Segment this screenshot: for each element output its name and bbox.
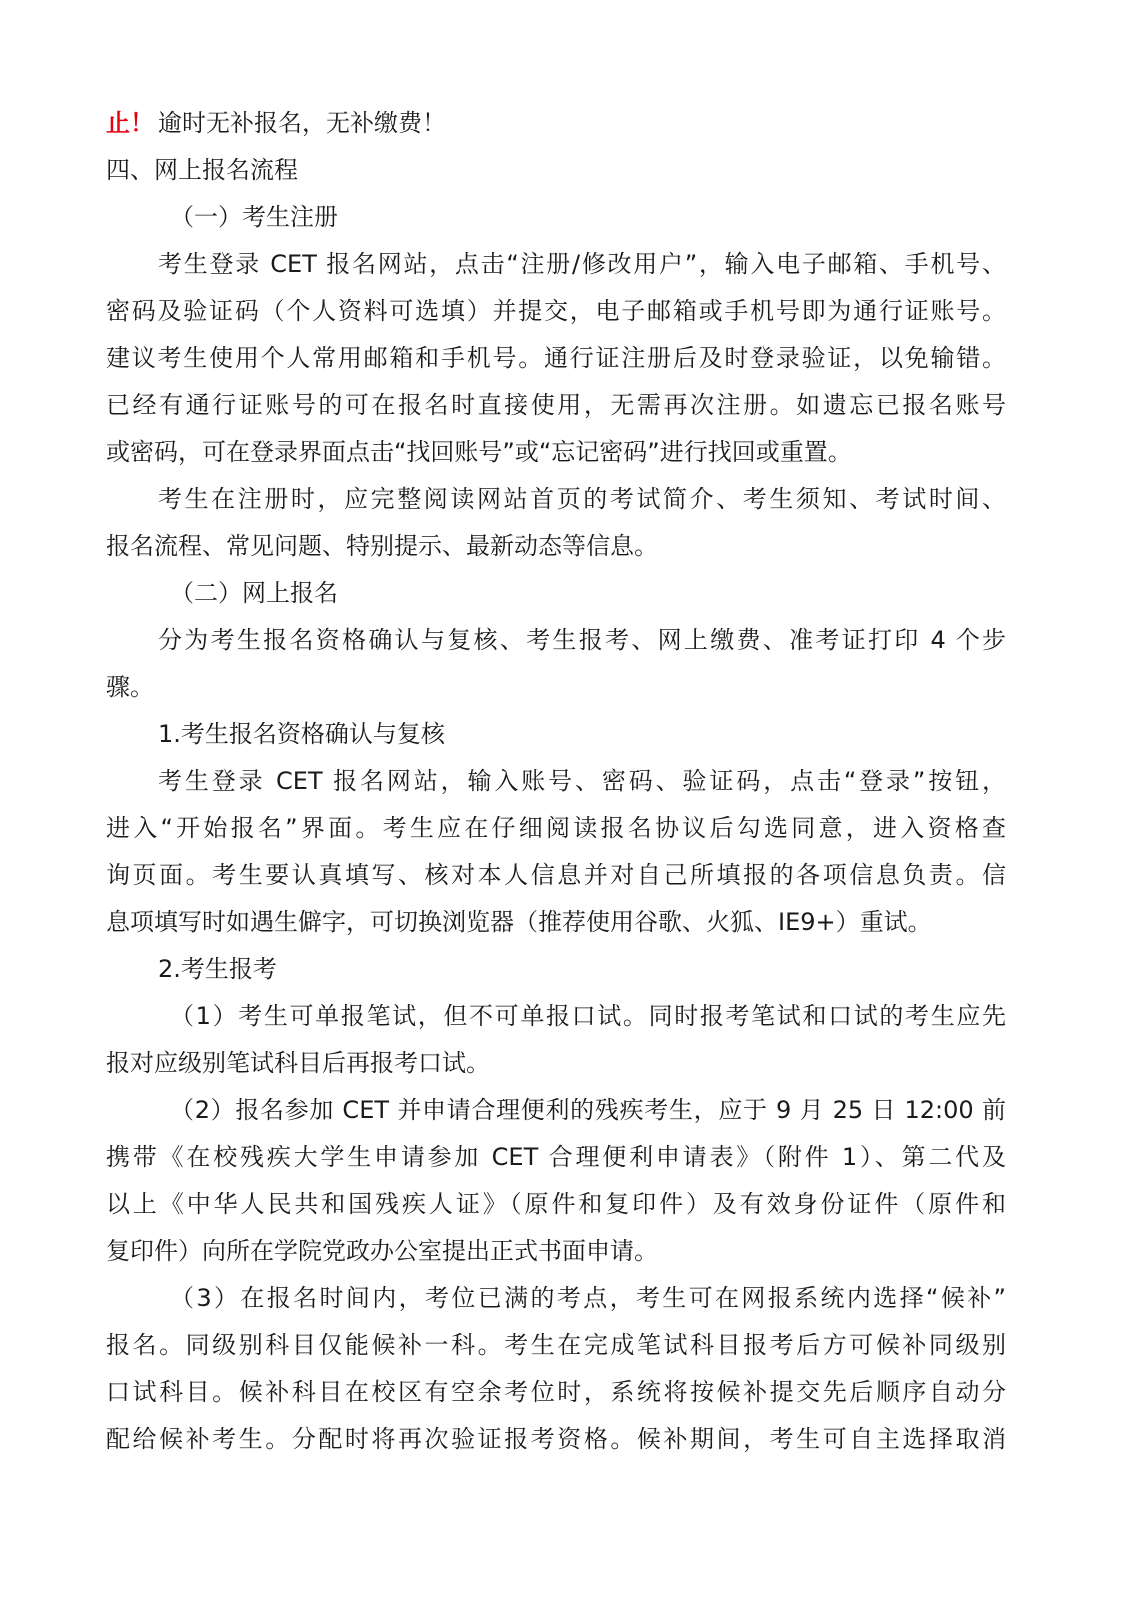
deadline-text: 逾时无补报名，无补缴费！ [158,109,446,137]
paragraph-line: 或密码，可在登录界面点击“找回账号”或“忘记密码”进行找回或重置。 [106,438,852,466]
paragraph-line: 口试科目。候补科目在校区有空余考位时，系统将按候补提交先后顺序自动分 [106,1378,1006,1406]
paragraph-line: 已经有通行证账号的可在报名时直接使用，无需再次注册。如遗忘已报名账号 [106,391,1006,419]
paragraph-line: 考生在注册时，应完整阅读网站首页的考试简介、考生须知、考试时间、 [158,485,1006,513]
paragraph-line: 报名流程、常见问题、特别提示、最新动态等信息。 [106,532,658,560]
paragraph-line: （1）考生可单报笔试，但不可单报口试。同时报考笔试和口试的考生应先 [170,1002,1006,1030]
step-heading-qualification: 1.考生报名资格确认与复核 [158,720,445,748]
paragraph-line: 考生登录 CET 报名网站，输入账号、密码、验证码，点击“登录”按钮， [158,767,1006,795]
section-heading-online-registration: 四、网上报名流程 [106,156,298,184]
paragraph-line: 询页面。考生要认真填写、核对本人信息并对自己所填报的各项信息负责。信 [106,861,1006,889]
paragraph-line: 息项填写时如遇生僻字，可切换浏览器（推荐使用谷歌、火狐、IE9+）重试。 [106,908,932,936]
paragraph-line: 携带《在校残疾大学生申请参加 CET 合理便利申请表》（附件 1）、第二代及 [106,1143,1006,1171]
subsection-heading-register: （一）考生注册 [170,203,338,231]
paragraph-line: （2）报名参加 CET 并申请合理便利的残疾考生，应于 9 月 25 日 12:00 前 [170,1096,1006,1124]
paragraph-line: 骤。 [106,673,154,701]
subsection-heading-online-apply: （二）网上报名 [170,579,338,607]
paragraph-line: 复印件）向所在学院党政办公室提出正式书面申请。 [106,1237,658,1265]
paragraph-line: 建议考生使用个人常用邮箱和手机号。通行证注册后及时登录验证，以免输错。 [106,344,1006,372]
deadline-line [106,100,1006,147]
document-body [106,100,1006,1463]
paragraph-line: 分为考生报名资格确认与复核、考生报考、网上缴费、准考证打印 4 个步 [158,626,1006,654]
alert-text: 止！ [106,109,154,137]
step-heading-apply-exam: 2.考生报考 [158,955,277,983]
paragraph-line: （3）在报名时间内，考位已满的考点，考生可在网报系统内选择“候补” [170,1284,1006,1312]
paragraph-line: 考生登录 CET 报名网站，点击“注册/修改用户”，输入电子邮箱、手机号、 [158,250,1006,278]
paragraph-line: 报名。同级别科目仅能候补一科。考生在完成笔试科目报考后方可候补同级别 [106,1331,1006,1359]
paragraph-line: 进入“开始报名”界面。考生应在仔细阅读报名协议后勾选同意，进入资格查 [106,814,1006,842]
paragraph-line: 以上《中华人民共和国残疾人证》（原件和复印件）及有效身份证件（原件和 [106,1190,1006,1218]
paragraph-line: 报对应级别笔试科目后再报考口试。 [106,1049,490,1077]
paragraph-line: 密码及验证码（个人资料可选填）并提交，电子邮箱或手机号即为通行证账号。 [106,297,1006,325]
paragraph-line: 配给候补考生。分配时将再次验证报考资格。候补期间，考生可自主选择取消 [106,1425,1006,1453]
